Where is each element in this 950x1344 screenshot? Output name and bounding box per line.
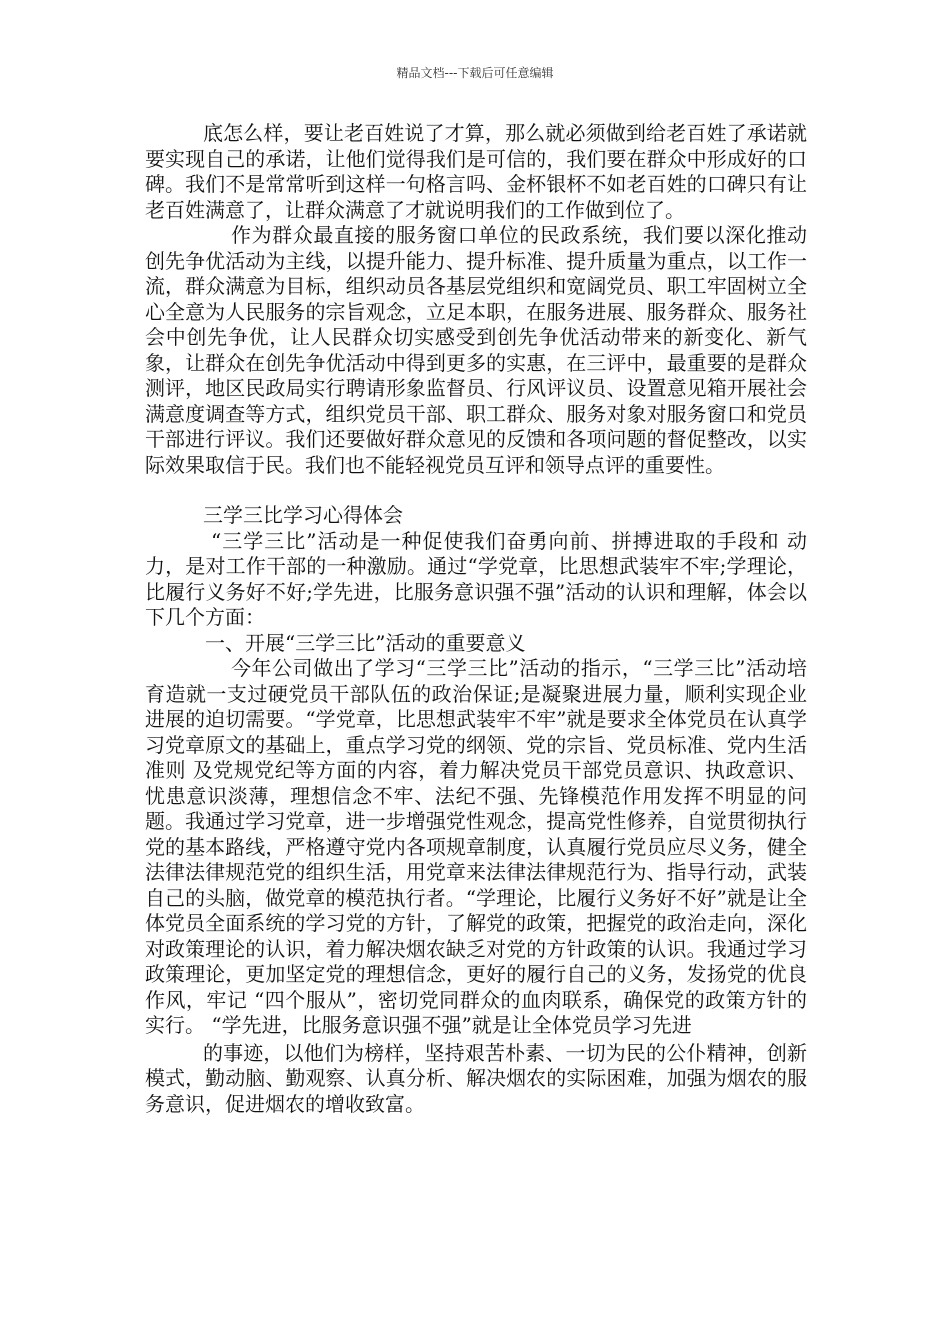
paragraph-2: 作为群众最直接的服务窗口单位的民政系统，我们要以深化推动创先争优活动为主线，以提升能力、提升标准、提升质量为重点，以工作一流，群众满意为目标，组织动员各基层党组织和宽阔党员、职工牢固树立全心全意为人民服务的宗旨观念，立足本职，在服务进展、服务群众、服务社会中创先争优，让人民群众切实感受到创先争优活动带来的新变化、新气象，让群众在创先争优活动中得到更多的实惠，在三评中，最重要的是群众测评，地区民政局实行聘请形象监督员、行风评议员、设置意见箱开展社会满意度调查等方式，组织党员干部、职工群众、服务对象对服务窗口和党员干部进行评议。我们还要做好群众意见的反馈和各项问题的督促整改，以实际效果取信于民。我们也不能轻视党员互评和领导点评的重要性。	[145, 223, 807, 477]
section-title: 三学三比学习心得体会	[203, 503, 403, 527]
paragraph-1: 底怎么样，要让老百姓说了才算，那么就必须做到给老百姓了承诺就要实现自己的承诺，让他们觉得我们是可信的，我们要在群众中形成好的口碑。我们不是常常听到这样一句格言吗、金杯银杯不如老百姓的口碑只有让老百姓满意了，让群众满意了才就说明我们的工作做到位了。	[145, 121, 807, 222]
paragraph-4: 今年公司做出了学习“三学三比”活动的指示，“三学三比”活动培育造就一支过硬党员干部队伍的政治保证;是凝聚进展力量，顺利实现企业进展的迫切需要。“学党章，比思想武装牢不牢”就是要求全体党员在认真学习党章原文的基础上，重点学习党的纲领、党的宗旨、党员标准、党内生活准则 及党规党纪等方面的内容，着力解决党员干部党员意识、执政意识、忧患意识淡薄，理想信念不牢、法纪不强、先锋模范作用发挥不明显的问题。我通过学习党章，进一步增强党性观念，提高党性修养，自觉贯彻执行党的基本路线，严格遵守党内各项规章制度，认真履行党员应尽义务，健全法律法律规范党的组织生活，用党章来法律法律规范行为、指导行动，武装自己的头脑，做党章的模范执行者。“学理论，比履行义务好不好”就是让全体党员全面系统的学习党的方针，了解党的政策，把握党的政治走向，深化对政策理论的认识，着力解决烟农缺乏对党的方针政策的认识。我通过学习政策理论，更加坚定党的理想信念，更好的履行自己的义务，发扬党的优良作风，牢记 “四个服从”，密切党同群众的血肉联系，确保党的政策方针的实行。 “学先进，比服务意识强不强”就是让全体党员学习先进	[145, 656, 807, 1037]
subheading-1: 一、开展“三学三比”活动的重要意义	[205, 630, 526, 655]
document-body	[145, 121, 807, 1117]
page-header: 精品文档---下载后可任意编辑	[396, 66, 554, 80]
paragraph-3: “三学三比”活动是一种促使我们奋勇向前、拼搏进取的手段和 动力，是对工作干部的一种激励。通过“学党章，比思想武装牢不牢;学理论，比履行义务好不好;学先进，比服务意识强不强”活动的认识和理解，体会以下几个方面：	[145, 528, 807, 629]
paragraph-5: 的事迹，以他们为榜样，坚持艰苦朴素、一切为民的公仆精神，创新模式，勤动脑、勤观察、认真分析、解决烟农的实际困难，加强为烟农的服务意识，促进烟农的增收致富。	[145, 1040, 807, 1116]
